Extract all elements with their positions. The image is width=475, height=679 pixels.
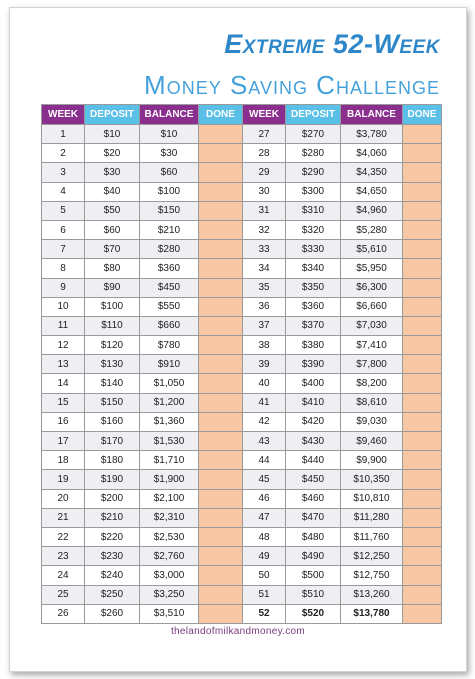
table-row (42, 144, 442, 163)
table-row (42, 547, 442, 566)
deposit-cell: $430 (286, 432, 341, 451)
table-row (42, 489, 442, 508)
balance-cell: $12,250 (341, 547, 403, 566)
deposit-cell: $460 (286, 489, 341, 508)
week-cell: 15 (42, 393, 85, 412)
week-cell: 33 (243, 240, 286, 259)
deposit-cell: $20 (85, 144, 140, 163)
deposit-cell: $220 (85, 527, 140, 546)
deposit-cell: $120 (85, 336, 140, 355)
deposit-cell: $180 (85, 451, 140, 470)
week-cell: 17 (42, 432, 85, 451)
table-row (42, 125, 442, 144)
balance-cell: $450 (140, 278, 199, 297)
balance-cell: $150 (140, 201, 199, 220)
week-cell: 28 (243, 144, 286, 163)
balance-cell: $6,660 (341, 297, 403, 316)
balance-cell: $9,460 (341, 432, 403, 451)
balance-cell: $11,760 (341, 527, 403, 546)
week-cell: 4 (42, 182, 85, 201)
deposit-cell: $100 (85, 297, 140, 316)
header-deposit-right: DEPOSIT (286, 105, 341, 125)
deposit-cell: $420 (286, 412, 341, 431)
balance-cell: $9,900 (341, 451, 403, 470)
week-cell: 30 (243, 182, 286, 201)
deposit-cell: $270 (286, 125, 341, 144)
week-cell: 45 (243, 470, 286, 489)
done-checkbox-cell[interactable] (403, 412, 442, 431)
balance-cell: $660 (140, 316, 199, 335)
done-checkbox-cell[interactable] (199, 182, 243, 201)
done-checkbox-cell[interactable] (403, 316, 442, 335)
week-cell: 48 (243, 527, 286, 546)
week-cell: 23 (42, 547, 85, 566)
balance-cell: $7,030 (341, 316, 403, 335)
deposit-cell: $330 (286, 240, 341, 259)
savings-table (41, 104, 442, 624)
done-checkbox-cell[interactable] (403, 240, 442, 259)
balance-cell: $280 (140, 240, 199, 259)
balance-cell: $2,310 (140, 508, 199, 527)
deposit-cell: $370 (286, 316, 341, 335)
week-cell: 1 (42, 125, 85, 144)
balance-cell: $11,280 (341, 508, 403, 527)
done-checkbox-cell[interactable] (199, 336, 243, 355)
done-checkbox-cell[interactable] (199, 374, 243, 393)
balance-cell: $1,710 (140, 451, 199, 470)
done-checkbox-cell[interactable] (199, 297, 243, 316)
week-cell: 11 (42, 316, 85, 335)
week-cell: 2 (42, 144, 85, 163)
table-row (42, 201, 442, 220)
balance-cell: $3,510 (140, 604, 199, 623)
balance-cell: $1,900 (140, 470, 199, 489)
deposit-cell: $340 (286, 259, 341, 278)
done-checkbox-cell[interactable] (403, 489, 442, 508)
done-checkbox-cell[interactable] (199, 604, 243, 623)
done-checkbox-cell[interactable] (403, 220, 442, 239)
title-money-saving-challenge: Money Saving Challenge (144, 70, 440, 100)
week-cell: 51 (243, 585, 286, 604)
week-cell: 5 (42, 201, 85, 220)
done-checkbox-cell[interactable] (403, 125, 442, 144)
done-checkbox-cell[interactable] (403, 163, 442, 182)
week-cell: 52 (243, 604, 286, 623)
week-cell: 40 (243, 374, 286, 393)
week-cell: 25 (42, 585, 85, 604)
deposit-cell: $210 (85, 508, 140, 527)
deposit-cell: $350 (286, 278, 341, 297)
deposit-cell: $390 (286, 355, 341, 374)
header-balance-left: BALANCE (140, 105, 199, 125)
deposit-cell: $170 (85, 432, 140, 451)
deposit-cell: $280 (286, 144, 341, 163)
week-cell: 6 (42, 220, 85, 239)
week-cell: 41 (243, 393, 286, 412)
done-checkbox-cell[interactable] (403, 374, 442, 393)
week-cell: 31 (243, 201, 286, 220)
done-checkbox-cell[interactable] (403, 470, 442, 489)
table-row (42, 316, 442, 335)
done-checkbox-cell[interactable] (403, 182, 442, 201)
balance-cell: $910 (140, 355, 199, 374)
balance-cell: $3,000 (140, 566, 199, 585)
done-checkbox-cell[interactable] (403, 336, 442, 355)
deposit-cell: $250 (85, 585, 140, 604)
balance-cell: $1,200 (140, 393, 199, 412)
done-checkbox-cell[interactable] (199, 259, 243, 278)
done-checkbox-cell[interactable] (199, 489, 243, 508)
table-header-row (42, 105, 442, 125)
deposit-cell: $10 (85, 125, 140, 144)
done-checkbox-cell[interactable] (199, 393, 243, 412)
week-cell: 16 (42, 412, 85, 431)
balance-cell: $2,760 (140, 547, 199, 566)
week-cell: 14 (42, 374, 85, 393)
week-cell: 43 (243, 432, 286, 451)
week-cell: 24 (42, 566, 85, 585)
deposit-cell: $190 (85, 470, 140, 489)
balance-cell: $12,750 (341, 566, 403, 585)
week-cell: 18 (42, 451, 85, 470)
deposit-cell: $150 (85, 393, 140, 412)
table-row (42, 374, 442, 393)
balance-cell: $13,260 (341, 585, 403, 604)
done-checkbox-cell[interactable] (199, 240, 243, 259)
done-checkbox-cell[interactable] (199, 278, 243, 297)
balance-cell: $5,950 (341, 259, 403, 278)
deposit-cell: $80 (85, 259, 140, 278)
table-row (42, 259, 442, 278)
deposit-cell: $90 (85, 278, 140, 297)
deposit-cell: $140 (85, 374, 140, 393)
balance-cell: $210 (140, 220, 199, 239)
deposit-cell: $480 (286, 527, 341, 546)
table-row (42, 566, 442, 585)
balance-cell: $4,350 (341, 163, 403, 182)
done-checkbox-cell[interactable] (199, 163, 243, 182)
balance-cell: $7,800 (341, 355, 403, 374)
header-week-left: WEEK (42, 105, 85, 125)
done-checkbox-cell[interactable] (199, 451, 243, 470)
done-checkbox-cell[interactable] (199, 412, 243, 431)
table-row (42, 527, 442, 546)
balance-cell: $1,050 (140, 374, 199, 393)
done-checkbox-cell[interactable] (403, 508, 442, 527)
done-checkbox-cell[interactable] (199, 432, 243, 451)
done-checkbox-cell[interactable] (199, 125, 243, 144)
deposit-cell: $510 (286, 585, 341, 604)
balance-cell: $780 (140, 336, 199, 355)
deposit-cell: $240 (85, 566, 140, 585)
balance-cell: $5,280 (341, 220, 403, 239)
deposit-cell: $360 (286, 297, 341, 316)
week-cell: 7 (42, 240, 85, 259)
header-balance-right: BALANCE (341, 105, 403, 125)
deposit-cell: $450 (286, 470, 341, 489)
done-checkbox-cell[interactable] (199, 527, 243, 546)
done-checkbox-cell[interactable] (199, 355, 243, 374)
week-cell: 36 (243, 297, 286, 316)
done-checkbox-cell[interactable] (199, 220, 243, 239)
done-checkbox-cell[interactable] (403, 432, 442, 451)
header-week-right: WEEK (243, 105, 286, 125)
week-cell: 44 (243, 451, 286, 470)
week-cell: 3 (42, 163, 85, 182)
week-cell: 20 (42, 489, 85, 508)
week-cell: 34 (243, 259, 286, 278)
deposit-cell: $380 (286, 336, 341, 355)
week-cell: 22 (42, 527, 85, 546)
balance-cell: $7,410 (341, 336, 403, 355)
deposit-cell: $290 (286, 163, 341, 182)
balance-cell: $30 (140, 144, 199, 163)
header-done-right: DONE (403, 105, 442, 125)
printable-sheet (9, 7, 467, 672)
balance-cell: $10 (140, 125, 199, 144)
week-cell: 29 (243, 163, 286, 182)
week-cell: 49 (243, 547, 286, 566)
balance-cell: $10,350 (341, 470, 403, 489)
done-checkbox-cell[interactable] (403, 547, 442, 566)
balance-cell: $6,300 (341, 278, 403, 297)
deposit-cell: $110 (85, 316, 140, 335)
deposit-cell: $200 (85, 489, 140, 508)
week-cell: 8 (42, 259, 85, 278)
week-cell: 19 (42, 470, 85, 489)
done-checkbox-cell[interactable] (403, 355, 442, 374)
week-cell: 21 (42, 508, 85, 527)
balance-cell: $8,610 (341, 393, 403, 412)
deposit-cell: $490 (286, 547, 341, 566)
balance-cell: $100 (140, 182, 199, 201)
done-checkbox-cell[interactable] (403, 451, 442, 470)
table-row (42, 585, 442, 604)
table-row (42, 336, 442, 355)
table-row (42, 470, 442, 489)
done-checkbox-cell[interactable] (403, 604, 442, 623)
table-row (42, 393, 442, 412)
deposit-cell: $440 (286, 451, 341, 470)
week-cell: 9 (42, 278, 85, 297)
deposit-cell: $160 (85, 412, 140, 431)
header-deposit-left: DEPOSIT (85, 105, 140, 125)
table-row (42, 182, 442, 201)
week-cell: 50 (243, 566, 286, 585)
balance-cell: $9,030 (341, 412, 403, 431)
week-cell: 46 (243, 489, 286, 508)
balance-cell: $5,610 (341, 240, 403, 259)
deposit-cell: $40 (85, 182, 140, 201)
deposit-cell: $320 (286, 220, 341, 239)
week-cell: 27 (243, 125, 286, 144)
table-row (42, 163, 442, 182)
done-checkbox-cell[interactable] (403, 585, 442, 604)
balance-cell: $3,250 (140, 585, 199, 604)
week-cell: 10 (42, 297, 85, 316)
title-extreme-52-week: Extreme 52-Week (224, 29, 440, 59)
week-cell: 26 (42, 604, 85, 623)
balance-cell: $550 (140, 297, 199, 316)
footer-website: thelandofmilkandmoney.com (170, 626, 306, 637)
done-checkbox-cell[interactable] (199, 547, 243, 566)
week-cell: 39 (243, 355, 286, 374)
table-row (42, 604, 442, 623)
header-done-left: DONE (199, 105, 243, 125)
week-cell: 37 (243, 316, 286, 335)
balance-cell: $1,360 (140, 412, 199, 431)
week-cell: 42 (243, 412, 286, 431)
done-checkbox-cell[interactable] (403, 259, 442, 278)
week-cell: 12 (42, 336, 85, 355)
deposit-cell: $260 (85, 604, 140, 623)
done-checkbox-cell[interactable] (403, 201, 442, 220)
done-checkbox-cell[interactable] (199, 201, 243, 220)
deposit-cell: $310 (286, 201, 341, 220)
deposit-cell: $410 (286, 393, 341, 412)
done-checkbox-cell[interactable] (199, 566, 243, 585)
week-cell: 47 (243, 508, 286, 527)
balance-cell: $4,650 (341, 182, 403, 201)
balance-cell: $360 (140, 259, 199, 278)
table-row (42, 451, 442, 470)
week-cell: 13 (42, 355, 85, 374)
deposit-cell: $470 (286, 508, 341, 527)
deposit-cell: $60 (85, 220, 140, 239)
balance-cell: $8,200 (341, 374, 403, 393)
balance-cell: $4,960 (341, 201, 403, 220)
balance-cell: $1,530 (140, 432, 199, 451)
done-checkbox-cell[interactable] (403, 278, 442, 297)
done-checkbox-cell[interactable] (403, 144, 442, 163)
table-row (42, 220, 442, 239)
done-checkbox-cell[interactable] (199, 316, 243, 335)
table-row (42, 432, 442, 451)
balance-cell: $4,060 (341, 144, 403, 163)
done-checkbox-cell[interactable] (403, 527, 442, 546)
deposit-cell: $130 (85, 355, 140, 374)
done-checkbox-cell[interactable] (199, 470, 243, 489)
balance-cell: $60 (140, 163, 199, 182)
balance-cell: $2,530 (140, 527, 199, 546)
done-checkbox-cell[interactable] (199, 508, 243, 527)
deposit-cell: $30 (85, 163, 140, 182)
done-checkbox-cell[interactable] (403, 393, 442, 412)
deposit-cell: $500 (286, 566, 341, 585)
done-checkbox-cell[interactable] (403, 566, 442, 585)
done-checkbox-cell[interactable] (403, 297, 442, 316)
done-checkbox-cell[interactable] (199, 585, 243, 604)
deposit-cell: $520 (286, 604, 341, 623)
table-row (42, 508, 442, 527)
table-row (42, 278, 442, 297)
deposit-cell: $300 (286, 182, 341, 201)
week-cell: 38 (243, 336, 286, 355)
table-row (42, 240, 442, 259)
deposit-cell: $400 (286, 374, 341, 393)
balance-cell: $3,780 (341, 125, 403, 144)
week-cell: 35 (243, 278, 286, 297)
deposit-cell: $50 (85, 201, 140, 220)
balance-cell: $10,810 (341, 489, 403, 508)
deposit-cell: $230 (85, 547, 140, 566)
week-cell: 32 (243, 220, 286, 239)
deposit-cell: $70 (85, 240, 140, 259)
table-row (42, 412, 442, 431)
balance-cell: $2,100 (140, 489, 199, 508)
balance-cell: $13,780 (341, 604, 403, 623)
table-row (42, 355, 442, 374)
done-checkbox-cell[interactable] (199, 144, 243, 163)
table-row (42, 297, 442, 316)
